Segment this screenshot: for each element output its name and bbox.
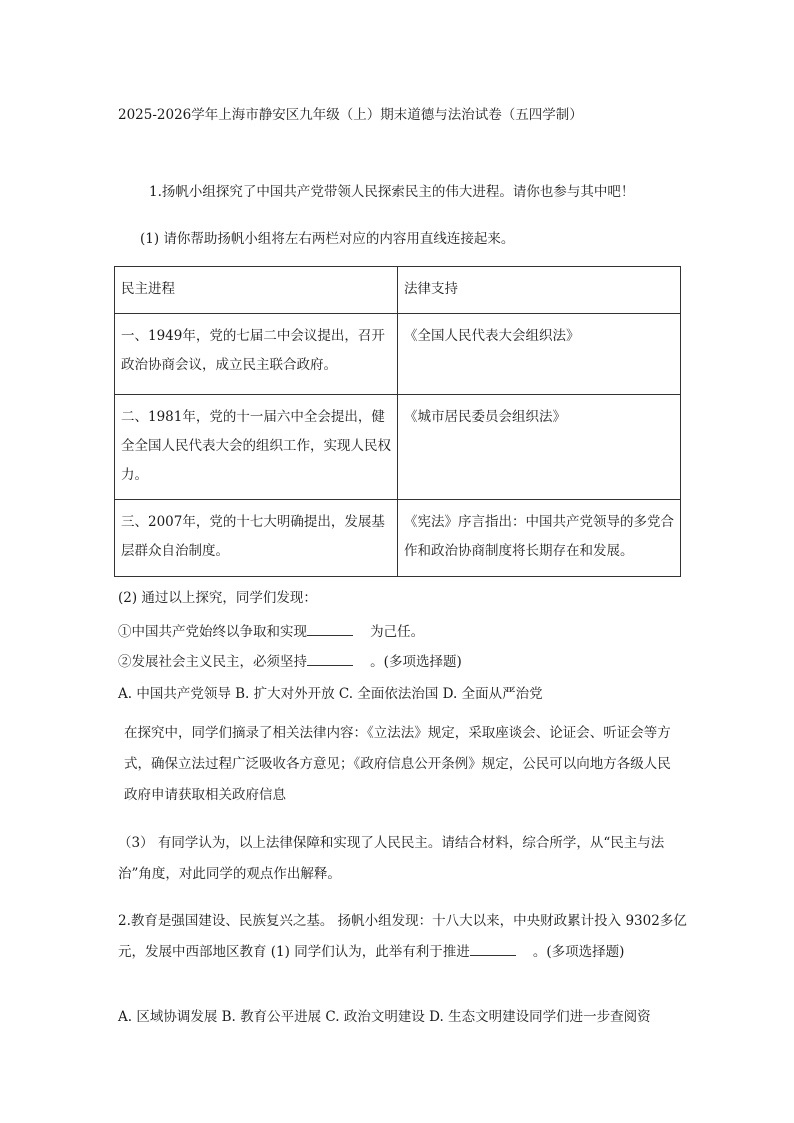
question-1-options: A. 中国共产党领导 B. 扩大对外开放 C. 全面依法治国 D. 全面从严治党 [118,686,543,702]
table-cell: 二、1981年，党的十一届六中全会提出，健全全国人民代表大会的组织工作，实现人民权力。 [115,395,398,500]
question-2-options: A. 区域协调发展 B. 教育公平进展 C. 政治文明建设 D. 生态文明建设同学们进一步查阅资 [118,1009,651,1025]
answer-blank[interactable] [470,943,516,956]
exam-title: 2025-2026学年上海市静安区九年级（上）期末道德与法治试卷（五四学制） [118,107,583,123]
question-1-part-1: (1) 请你帮助扬帆小组将左右两栏对应的内容用直线连接起来。 [140,231,515,247]
item-text: 。(多项选择题) [370,654,462,670]
question-1-stem: 1.扬帆小组探究了中国共产党带领人民探索民主的伟大进程。请你也参与其中吧！ [149,184,635,200]
item-text: 为己任。 [370,624,425,640]
answer-blank[interactable] [307,653,353,666]
answer-blank[interactable] [307,623,353,636]
question-1-part-2-item-2 [118,650,462,670]
item-text: ②发展社会主义民主，必须坚持 [118,654,307,670]
table-row [115,395,681,500]
table-cell: 三、2007年，党的十七大明确提出，发展基层群众自治制度。 [115,500,398,577]
table-cell: 《全国人民代表大会组织法》 [398,314,681,395]
table-header-cell: 民主进程 [115,267,398,314]
question-1-part-3: （3） 有同学认为，以上法律保障和实现了人民民主。请结合材料，综合所学，从“民主与法治”角度，对此同学的观点作出解释。 [118,835,665,882]
table-row [115,500,681,577]
material-paragraph: 在探究中，同学们摘录了相关法律内容：《立法法》规定，采取座谈会、论证会、听证会等方式，确保立法过程广泛吸收各方意见；《政府信息公开条例》规定，公民可以向地方各级人民政府申请获取相关政府信息 [124,725,671,803]
table-cell: 《宪法》序言指出：中国共产党领导的多党合作和政治协商制度将长期存在和发展。 [398,500,681,577]
table-cell: 《城市居民委员会组织法》 [398,395,681,500]
table-cell: 一、1949年，党的七届二中会议提出，召开政治协商会议，成立民主联合政府。 [115,314,398,395]
item-text: ①中国共产党始终以争取和实现 [118,624,307,640]
table-header-row [115,267,681,314]
table-header-cell: 法律支持 [398,267,681,314]
matching-table [114,266,681,577]
question-1-part-2: (2) 通过以上探究，同学们发现： [118,590,317,606]
table-row [115,314,681,395]
question-1-part-2-item-1 [118,620,424,640]
question-2-stem [118,906,688,968]
stem-text: 。(多项选择题) [532,944,625,960]
stem-text: 2.教育是强国建设、民族复兴之基。 扬帆小组发现：十八大以来，中央财政累计投入 9302多亿元，发展中西部地区教育 (1) 同学们认为，此举有利于推进 [118,913,687,960]
